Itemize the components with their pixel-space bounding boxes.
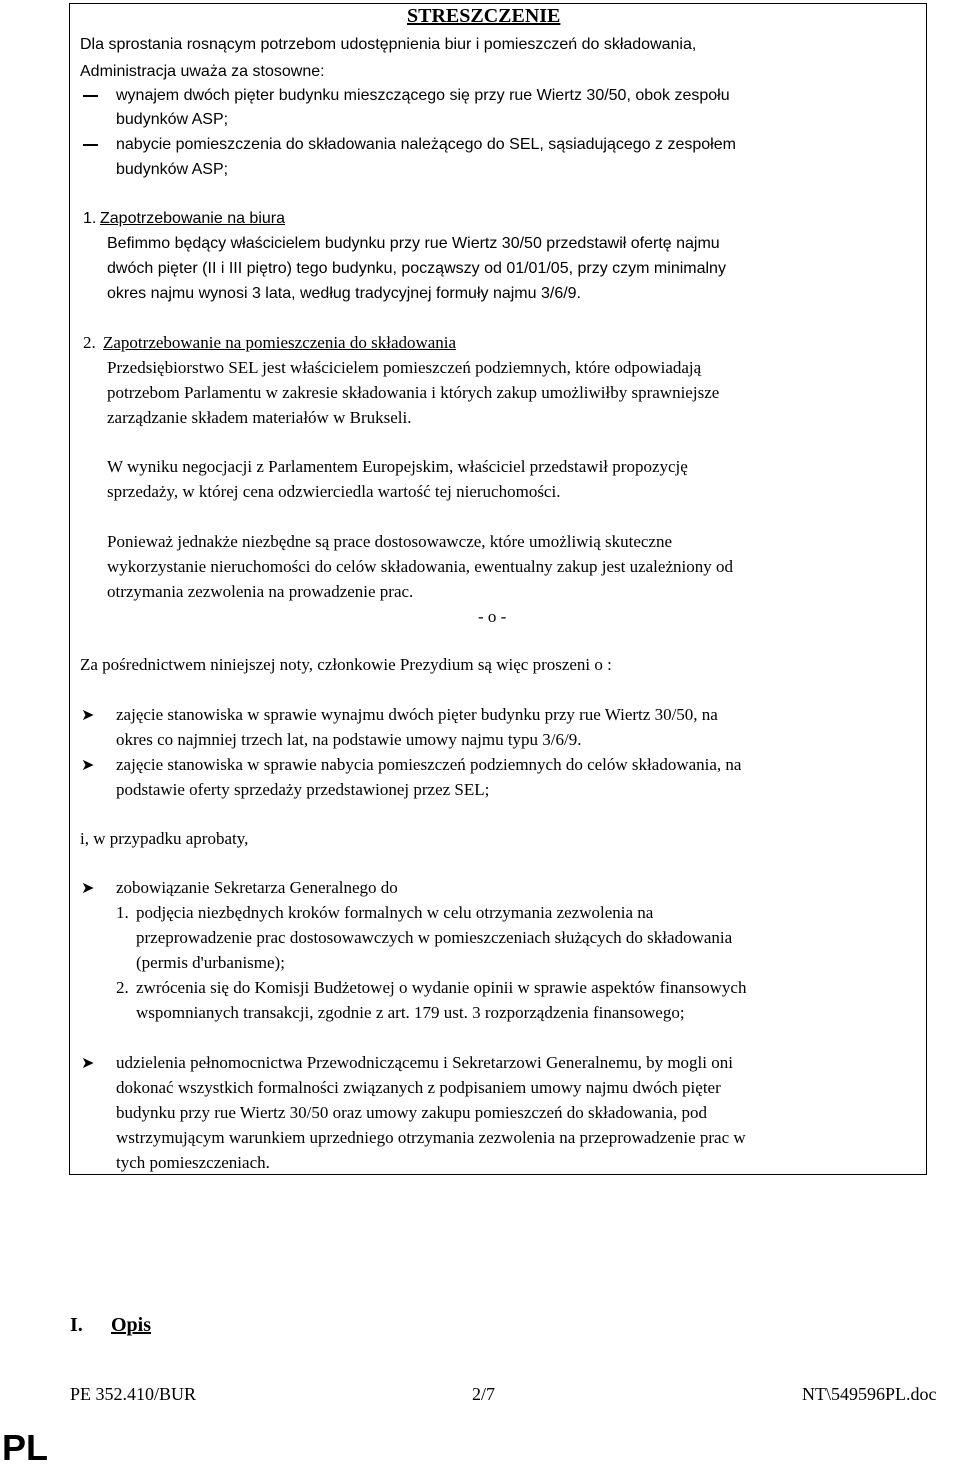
language-code: PL — [2, 1427, 49, 1468]
approval-text: i, w przypadku aprobaty, — [80, 829, 249, 848]
section1-line: dwóch pięter (II i III piętro) tego budynku, począwszy od 01/01/05, przy czym minimalny — [107, 260, 726, 277]
commitment-sub-line: (permis d'urbanisme); — [136, 953, 285, 972]
section2-para3-line: otrzymania zezwolenia na prowadzenie prac. — [107, 582, 414, 601]
authorization-line: udzielenia pełnomocnictwa Przewodniczącemu i Sekretarzowi Generalnemu, by mogli oni — [116, 1053, 733, 1072]
summary-title: STRESZCZENIE — [407, 5, 561, 27]
arrow-bullet-icon: ➤ — [81, 878, 95, 897]
commitment-sub-line: przeprowadzenie prac dostosowawczych w pomieszczeniach służących do składowania — [136, 928, 733, 947]
section1-line: Befimmo będący właścicielem budynku przy rue Wiertz 30/50 przedstawił ofertę najmu — [107, 235, 720, 252]
arrow-bullet-icon: ➤ — [81, 755, 95, 774]
intro-item-line: budynków ASP; — [116, 111, 229, 128]
intro-line: Dla sprostania rosnącym potrzebom udostępnienia biur i pomieszczeń do składowania, — [80, 36, 697, 53]
authorization-line: dokonać wszystkich formalności związanych z podpisaniem umowy najmu dwóch pięter — [116, 1078, 721, 1097]
section2-para1-line: potrzebom Parlamentu w zakresie składowania i których zakup umożliwiłby sprawniejsze — [107, 383, 720, 402]
request-line: zajęcie stanowiska w sprawie nabycia pomieszczeń podziemnych do celów składowania, na — [116, 755, 742, 774]
section-number: I. — [70, 1314, 83, 1336]
section2-para2-line: W wyniku negocjacji z Parlamentem Europejskim, właściciel przedstawił propozycję — [107, 457, 688, 476]
footer-filename: NT\549596PL.doc — [802, 1384, 937, 1404]
section2-para2-line: sprzedaży, w której cena odzwierciedla wartość tej nieruchomości. — [107, 482, 561, 501]
intro-item-line: nabycie pomieszczenia do składowania należącego do SEL, sąsiadującego z zespołem — [116, 136, 736, 153]
commitment-sub-line: wspomnianych transakcji, zgodnie z art. 179 ust. 3 rozporządzenia finansowego; — [136, 1003, 685, 1022]
footer-page-number: 2/7 — [472, 1384, 496, 1404]
section1-line: okres najmu wynosi 3 lata, według tradycyjnej formuły najmu 3/6/9. — [107, 285, 581, 302]
section2-para3-line: wykorzystanie nieruchomości do celów składowania, ewentualny zakup jest uzależniony od — [107, 557, 733, 576]
commitment-sub-number: 1. — [116, 903, 129, 922]
request-line: podstawie oferty sprzedaży przedstawionej przez SEL; — [116, 780, 490, 799]
intro-line: Administracja uważa za stosowne: — [80, 63, 325, 80]
section-heading: Opis — [111, 1314, 152, 1336]
section1-number: 1. — [83, 210, 97, 227]
authorization-line: tych pomieszczeniach. — [116, 1153, 270, 1172]
section2-heading: Zapotrzebowanie na pomieszczenia do składowania — [103, 333, 457, 352]
separator: - o - — [478, 607, 507, 626]
authorization-line: budynku przy rue Wiertz 30/50 oraz umowy zakupu pomieszczeń do składowania, pod — [116, 1103, 707, 1122]
section2-para1-line: zarządzanie składem materiałów w Brukseli. — [107, 408, 412, 427]
section2-number: 2. — [83, 333, 96, 352]
arrow-bullet-icon: ➤ — [81, 1053, 95, 1072]
commitment-sub-line: zwrócenia się do Komisji Budżetowej o wydanie opinii w sprawie aspektów finansowych — [136, 978, 747, 997]
section2-para1-line: Przedsiębiorstwo SEL jest właścicielem pomieszczeń podziemnych, które odpowiadają — [107, 358, 702, 377]
arrow-bullet-icon: ➤ — [81, 705, 95, 724]
dash-bullet-icon — [83, 95, 98, 97]
intro-item-line: budynków ASP; — [116, 161, 229, 178]
intro-item-line: wynajem dwóch pięter budynku mieszczącego się przy rue Wiertz 30/50, obok zespołu — [116, 87, 730, 104]
request-intro: Za pośrednictwem niniejszej noty, członkowie Prezydium są więc proszeni o : — [80, 655, 612, 674]
commitment-sub-line: podjęcia niezbędnych kroków formalnych w celu otrzymania zezwolenia na — [136, 903, 654, 922]
footer-reference: PE 352.410/BUR — [70, 1384, 197, 1404]
dash-bullet-icon — [83, 144, 98, 146]
request-line: zajęcie stanowiska w sprawie wynajmu dwóch pięter budynku przy rue Wiertz 30/50, na — [116, 705, 718, 724]
request-line: okres co najmniej trzech lat, na podstawie umowy najmu typu 3/6/9. — [116, 730, 582, 749]
commitment-label: zobowiązanie Sekretarza Generalnego do — [116, 878, 398, 897]
section1-heading: Zapotrzebowanie na biura — [100, 210, 286, 227]
commitment-sub-number: 2. — [116, 978, 129, 997]
section2-para3-line: Ponieważ jednakże niezbędne są prace dostosowawcze, które umożliwią skuteczne — [107, 532, 673, 551]
authorization-line: wstrzymującym warunkiem uprzedniego otrzymania zezwolenia na przeprowadzenie prac w — [116, 1128, 746, 1147]
